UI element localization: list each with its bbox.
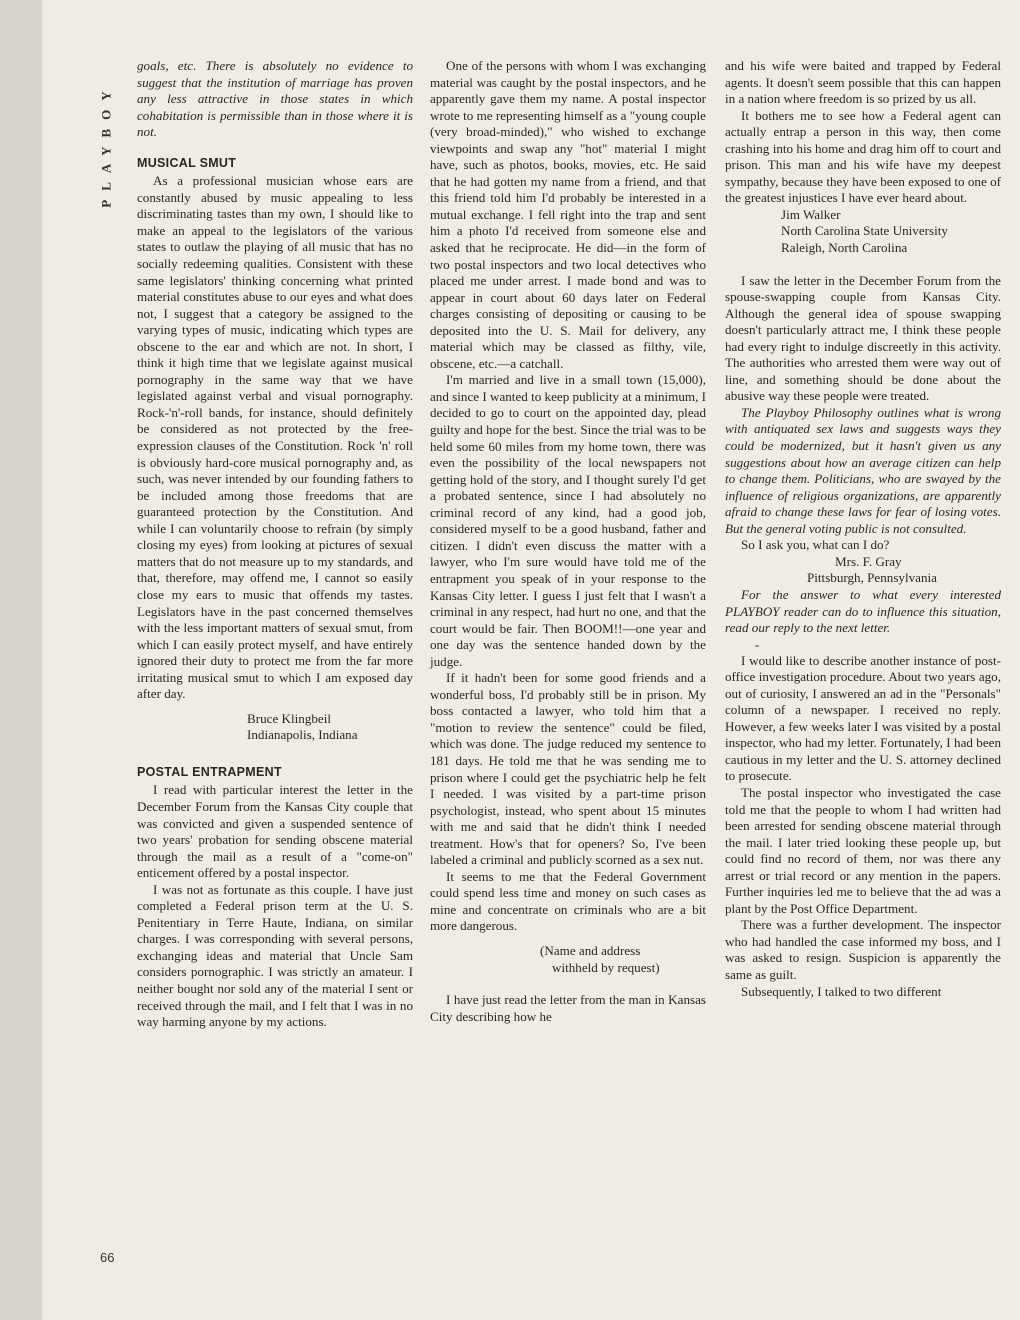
- signature-line: North Carolina State University: [781, 223, 948, 239]
- signature-place: Pittsburgh, Pennsylvania: [807, 570, 937, 586]
- masthead-title: PLAYBOY: [99, 82, 114, 208]
- letter-paragraph: So I ask you, what can I do?: [741, 537, 890, 553]
- letter-paragraph: I would like to describe another instance of post-office investigation procedure. About two years ago, out of curiosity, I answered an ad in the "Personals" column of a newspaper. I received no reply. However, a few weeks later I was visited by a postal inspector, who had my letter. Fortunately, I had been cautious in my letter and the U. S. attorney declined to prosecute.: [725, 652, 1001, 784]
- intro-paragraph: goals, etc. There is absolutely no evidence to suggest that the institution of marriage has proven any less attractive in those states in which cohabitation is permissible than in those where it is not.: [137, 58, 413, 140]
- column-3: [725, 58, 1001, 1000]
- letter-musical-smut: As a professional musician whose ears are constantly abused by music appealing to less discriminating tastes than my own, I should like to make an appeal to the legislators of the various states to outlaw the playing of all music that has no socially redeeming qualities. Consistent with these same legislators' thinking concerning what printed material constitutes abuse to our eyes and what does not, I suggest that a category be assigned to the varying types of music, indicating which types are obscene to the ear and which are not. In short, I think it high time that we legislate against musical pornography in the same way that we have legislated against verbal and visual pornography. Rock-'n'-roll bands, for instance, should definitely be considered as not protected by the free-expression clauses of the Constitution. Rock 'n' roll is obviously hard-core musical pornography and, as such, was never intended by our founding fathers to be included among those freedoms that are guaranteed protection by the Constitution. And while I can voluntarily choose to refrain (by simply closing my eyes) from looking at pictures of sexual matters that do not measure up to my standards, and that, therefore, may offend me, I cannot so easily close my ears to music that offends my tastes. Legislators have in the past concerned themselves with the less important matters of sexual smut, from which I can easily protect myself, and have entirely ignored their duty to protect me from the far more irritating musical smut to which I am exposed day after day.: [137, 173, 413, 702]
- signature-line: withheld by request): [552, 959, 660, 975]
- page-number: 66: [100, 1250, 115, 1265]
- signature-name: Jim Walker: [781, 206, 841, 222]
- letter-paragraph: I have just read the letter from the man in Kansas City describing how he: [430, 992, 706, 1024]
- letter-paragraph: Subsequently, I talked to two different: [741, 983, 942, 999]
- signature-name: Mrs. F. Gray: [835, 553, 902, 569]
- section-heading-musical-smut: MUSICAL SMUT: [137, 155, 237, 170]
- signature-place: Indianapolis, Indiana: [247, 727, 358, 743]
- letter-paragraph: I'm married and live in a small town (15,000), and since I wanted to keep publicity at a minimum, I decided to go to court on the appointed day, plead guilty and hope for the best. Since the trial was to be held some 60 miles from my home town, there was even the possibility of the local newspapers not getting hold of the story, and I thought surely I'd get a probated sentence, since I had absolutely no criminal record of any kind, had a good job, considered myself to be a good husband, father and citizen. I didn't even discuss the matter with a lawyer, who I'm sure would have told me of the entrapment you speak of in your response to the Kansas City letter. I guess I just felt that I wasn't a criminal in any respect, had hurt no one, and that the court would be fair. Then BOOM!!—one year and one day was the sentence handed down by the judge.: [430, 372, 706, 669]
- signature-name: Bruce Klingbeil: [247, 710, 331, 726]
- signature-line: Raleigh, North Carolina: [781, 240, 908, 256]
- letter-paragraph: If it hadn't been for some good friends and a wonderful boss, I'd probably still be in prison. My boss contacted a lawyer, who told him that a "motion to review the sentence" could be filed, which was done. The judge reduced my sentence to 181 days. He told me that he was sending me to prison where I could get the psychiatric help he felt I needed. I was visited by a part-time prison psychologist, instead, who spent about 15 minutes with me and said that he didn't think I needed treatment. How's that for openers? So, I've been labeled a criminal and publicly scorned as a sex nut.: [430, 670, 706, 868]
- column-2: [430, 58, 706, 1025]
- letter-paragraph: It bothers me to see how a Federal agent can actually entrap a person in this way, then come crashing into his home and drag him off to court and prison. This man and his wife have my deepest sympathy, because they have been exposed to one of the greatest injustices I have ever heard about.: [725, 107, 1001, 206]
- letter-paragraph: There was a further development. The inspector who had handled the case informed my boss, and I was asked to resign. Suspicion is apparently the same as guilt.: [725, 917, 1001, 982]
- magazine-page: [42, 0, 1020, 1320]
- column-1: [137, 58, 413, 1031]
- letter-postal-p1: I read with particular interest the letter in the December Forum from the Kansas City couple that was convicted and given a suspended sentence of two years' probation for sending obscene material through the mail as a result of a "come-on" enticement offered by a postal inspector.: [137, 782, 413, 881]
- letter-paragraph: The postal inspector who investigated the case told me that the people to whom I had written had been arrested for sending obscene material through the mail. I later tried looking these people up, but could find no record of them, nor was there any arrest or trial record or any mention in the papers. Further inquiries led me to believe that the ad was a plant by the Post Office Department.: [725, 784, 1001, 916]
- letter-paragraph: I saw the letter in the December Forum from the spouse-swapping couple from Kansas City. Although the general idea of spouse swapping doesn't particularly attract me, I think these people had every right to indulge discreetly in this activity. The authorities who arrested them were way out of line, and something should be done about the abusive way these people were treated.: [725, 272, 1001, 404]
- letter-paragraph: and his wife were baited and trapped by Federal agents. It doesn't seem possible that this can happen in a nation where freedom is so prized by us all.: [725, 58, 1001, 107]
- letter-paragraph: The Playboy Philosophy outlines what is wrong with antiquated sex laws and suggests ways they could be modernized, but it hasn't given us any suggestions about how an average citizen can help to change them. Politicians, who are swayed by the influence of religious organizations, are apparently afraid to change these laws for fear of losing votes. But the general voting public is not consulted.: [725, 404, 1001, 536]
- letter-paragraph: One of the persons with whom I was exchanging material was caught by the postal inspectors, and he apparently gave them my name. A postal inspector wrote to me representing himself as a "young couple (very broad-minded)," who wished to exchange viewpoints and swap any "hot" material I might have, such as photos, books, movies, etc. He said that he had gotten my name from a friend, and that this friend told him I'd probably be interested in a mutual exchange. I fell right into the trap and sent him a photo I'd received from someone else and asked that he reciprocate. He did—in the form of two postal inspectors and two local detectives who placed me under arrest. I made bond and was to appear in court about 60 days later on Federal charges consisting of depositing or causing to be deposited into the U. S. Mail for delivery, any material which may be classed as filthy, vile, obscene, etc.—a catchall.: [430, 58, 706, 371]
- separator-dash: -: [755, 636, 760, 652]
- letter-paragraph: It seems to me that the Federal Government could spend less time and money on such cases as mine and concentrate on criminals who are a bit more dangerous.: [430, 868, 706, 934]
- editor-reply-note: For the answer to what every interested PLAYBOY reader can do to influence this situation, read our reply to the next letter.: [725, 586, 1001, 636]
- signature-line: (Name and address: [540, 942, 641, 958]
- masthead: [98, 60, 116, 230]
- letter-postal-p2: I was not as fortunate as this couple. I have just completed a Federal prison term at the U. S. Penitentiary in Terre Haute, Indiana, on similar charges. I was corresponding with several persons, exchanging ideas and material that Uncle Sam considers pornographic. I was strictly an amateur. I neither bought nor sold any of the material I sent or received through the mail, and I felt that I was in no way harming anyone by my actions.: [137, 881, 413, 1030]
- section-heading-postal-entrapment: POSTAL ENTRAPMENT: [137, 764, 282, 779]
